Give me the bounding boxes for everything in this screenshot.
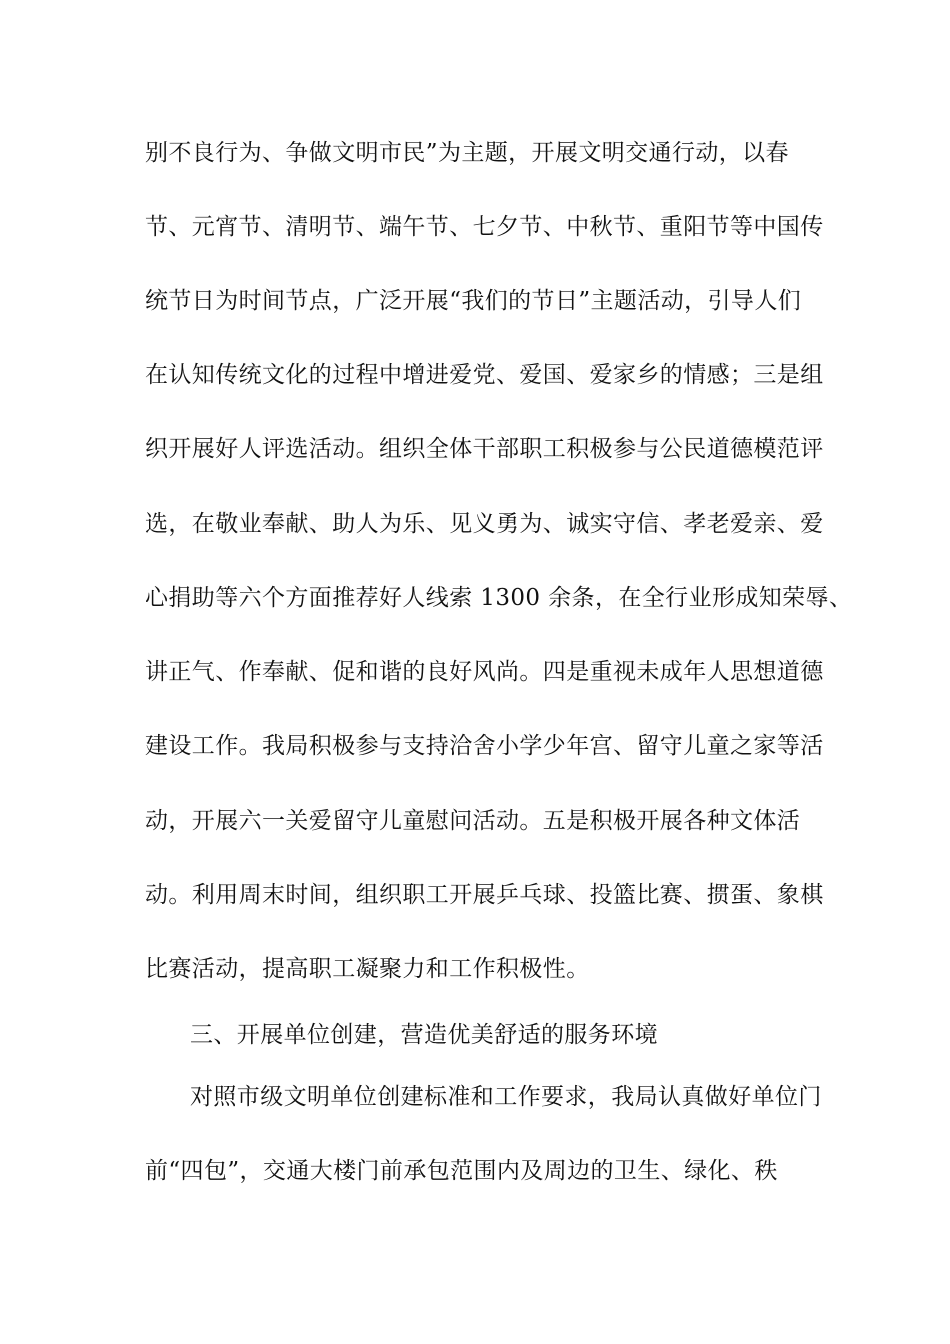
paragraph-line: 比赛活动，提高职工凝聚力和工作积极性。 xyxy=(145,956,590,982)
paragraph-line: 别不良行为、争做文明市民”为主题，开展文明交通行动，以春 xyxy=(145,140,789,166)
section-heading: 三、开展单位创建，营造优美舒适的服务环境 xyxy=(190,1022,658,1048)
paragraph-line: 前“四包”，交通大楼门前承包范围内及周边的卫生、绿化、秩 xyxy=(145,1158,778,1184)
paragraph-line: 节、元宵节、清明节、端午节、七夕节、中秋节、重阳节等中国传 xyxy=(145,214,824,240)
paragraph-line: 心捐助等六个方面推荐好人线索 1300 余条，在全行业形成知荣辱、 xyxy=(145,585,853,611)
paragraph-line: 在认知传统文化的过程中增进爱党、爱国、爱家乡的情感；三是组 xyxy=(145,362,824,388)
paragraph-line: 建设工作。我局积极参与支持洽舍小学少年宫、留守儿童之家等活 xyxy=(145,733,824,759)
paragraph-line: 对照市级文明单位创建标准和工作要求，我局认真做好单位门 xyxy=(190,1084,822,1110)
paragraph-line: 织开展好人评选活动。组织全体干部职工积极参与公民道德模范评 xyxy=(145,436,824,462)
paragraph-line: 统节日为时间节点，广泛开展“我们的节日”主题活动，引导人们 xyxy=(145,288,802,314)
paragraph-line: 讲正气、作奉献、促和谐的良好风尚。四是重视未成年人思想道德 xyxy=(145,659,824,685)
paragraph-line: 动，开展六一关爱留守儿童慰问活动。五是积极开展各种文体活 xyxy=(145,808,801,834)
paragraph-line: 选，在敬业奉献、助人为乐、见义勇为、诚实守信、孝老爱亲、爱 xyxy=(145,511,824,537)
paragraph-line: 动。利用周末时间，组织职工开展乒乓球、投篮比赛、掼蛋、象棋 xyxy=(145,882,824,908)
